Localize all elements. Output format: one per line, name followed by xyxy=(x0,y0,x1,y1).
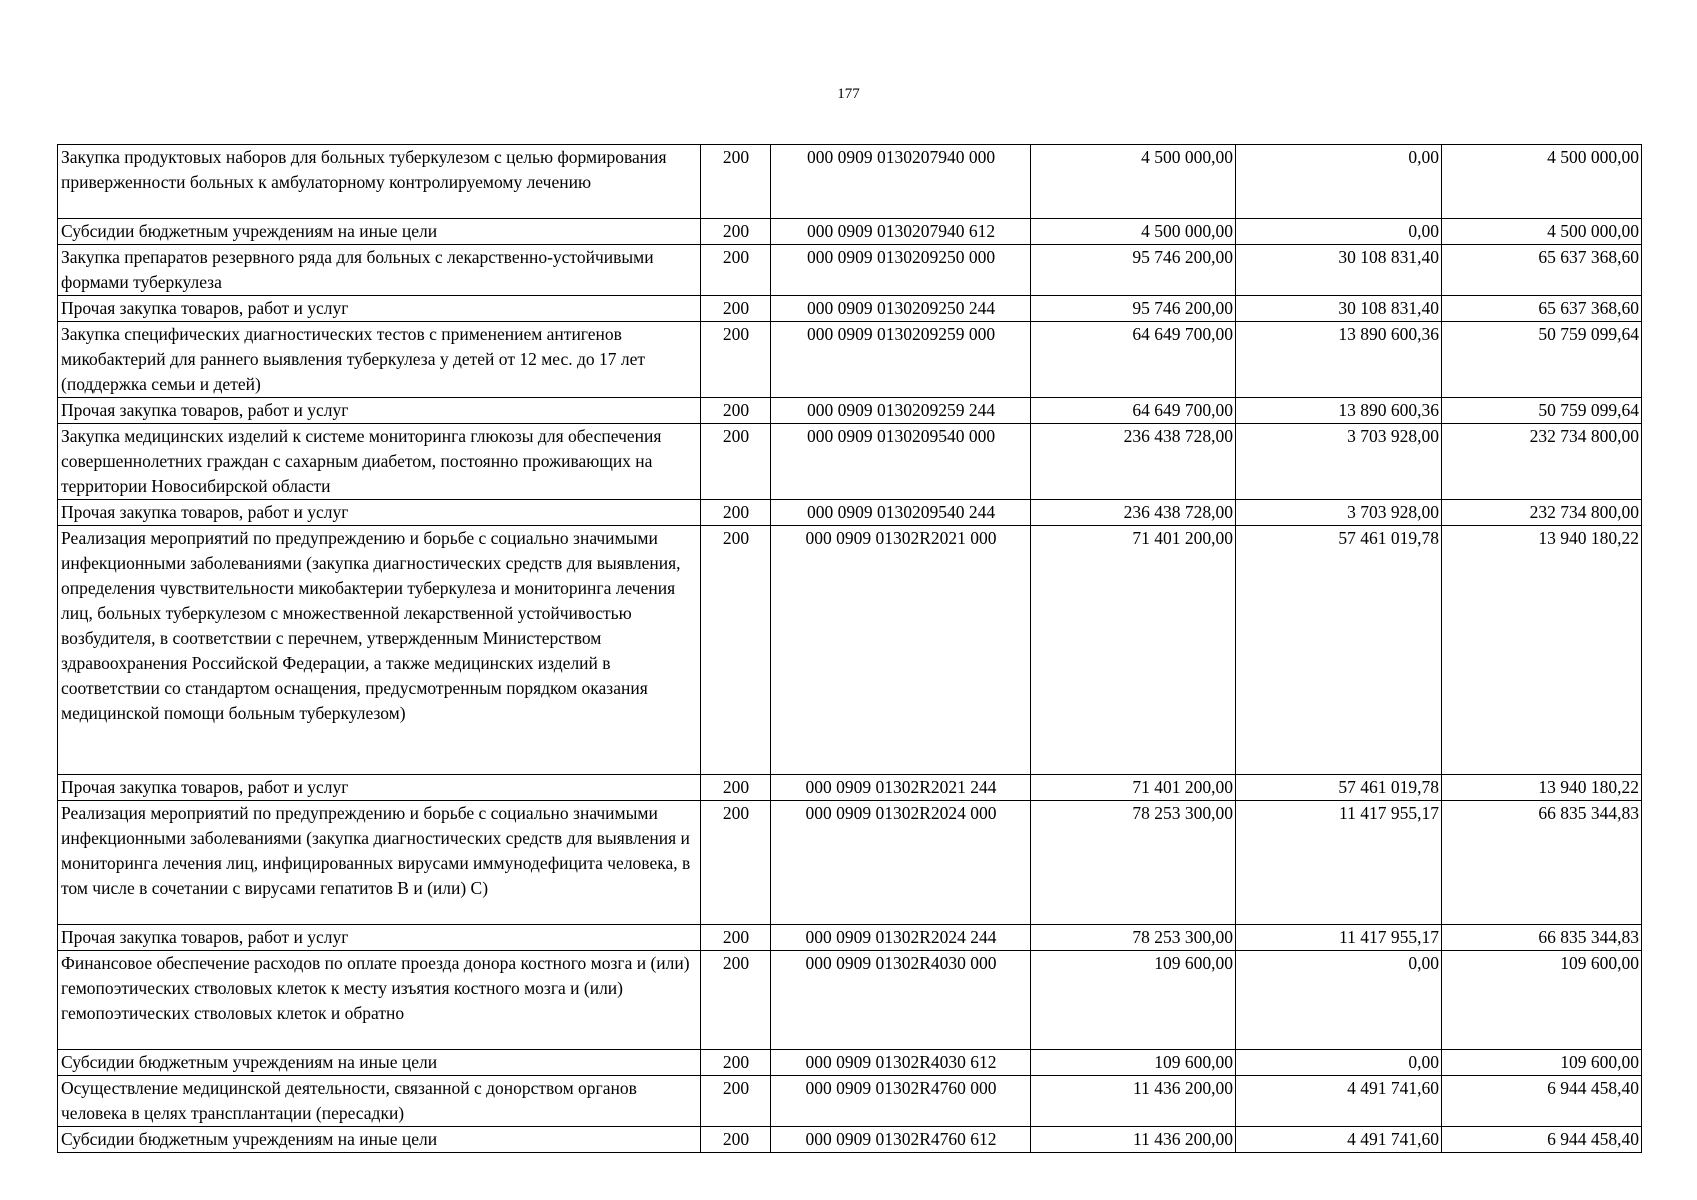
expense-name-cell: Финансовое обеспечение расходов по оплате проезда донора костного мозга и (или) гемопоэтических стволовых клеток к месту изъятия костного мозга и (или) гемопоэтических стволовых клеток и обратно xyxy=(58,951,701,1050)
executed-amount-cell: 30 108 831,40 xyxy=(1236,296,1442,322)
line-code-cell: 200 xyxy=(701,526,771,775)
line-code-cell: 200 xyxy=(701,500,771,526)
expense-name-cell: Прочая закупка товаров, работ и услуг xyxy=(58,296,701,322)
approved-amount-cell: 64 649 700,00 xyxy=(1031,398,1236,424)
executed-amount-cell: 30 108 831,40 xyxy=(1236,245,1442,296)
approved-amount-cell: 71 401 200,00 xyxy=(1031,775,1236,801)
approved-amount-cell: 64 649 700,00 xyxy=(1031,322,1236,398)
budget-classification-code-cell: 000 0909 0130207940 612 xyxy=(771,219,1031,245)
unexecuted-amount-cell: 6 944 458,40 xyxy=(1442,1076,1642,1127)
unexecuted-amount-cell: 66 835 344,83 xyxy=(1442,925,1642,951)
budget-classification-code-cell: 000 0909 0130209250 000 xyxy=(771,245,1031,296)
expense-name-cell: Прочая закупка товаров, работ и услуг xyxy=(58,925,701,951)
budget-classification-code-cell: 000 0909 01302R4760 000 xyxy=(771,1076,1031,1127)
line-code-cell: 200 xyxy=(701,296,771,322)
executed-amount-cell: 3 703 928,00 xyxy=(1236,424,1442,500)
executed-amount-cell: 13 890 600,36 xyxy=(1236,322,1442,398)
unexecuted-amount-cell: 13 940 180,22 xyxy=(1442,526,1642,775)
line-code-cell: 200 xyxy=(701,398,771,424)
table-row xyxy=(58,424,1642,500)
table-row xyxy=(58,1127,1642,1153)
approved-amount-cell: 95 746 200,00 xyxy=(1031,245,1236,296)
budget-classification-code-cell: 000 0909 0130209259 244 xyxy=(771,398,1031,424)
unexecuted-amount-cell: 65 637 368,60 xyxy=(1442,296,1642,322)
executed-amount-cell: 11 417 955,17 xyxy=(1236,925,1442,951)
line-code-cell: 200 xyxy=(701,322,771,398)
expense-name-cell: Субсидии бюджетным учреждениям на иные цели xyxy=(58,1050,701,1076)
approved-amount-cell: 236 438 728,00 xyxy=(1031,500,1236,526)
budget-classification-code-cell: 000 0909 01302R2024 244 xyxy=(771,925,1031,951)
approved-amount-cell: 71 401 200,00 xyxy=(1031,526,1236,775)
approved-amount-cell: 4 500 000,00 xyxy=(1031,219,1236,245)
budget-classification-code-cell: 000 0909 01302R4030 000 xyxy=(771,951,1031,1050)
unexecuted-amount-cell: 109 600,00 xyxy=(1442,1050,1642,1076)
approved-amount-cell: 4 500 000,00 xyxy=(1031,145,1236,219)
executed-amount-cell: 0,00 xyxy=(1236,951,1442,1050)
expense-name-cell: Закупка продуктовых наборов для больных туберкулезом с целью формирования приверженности больных к амбулаторному контролируемому лечению xyxy=(58,145,701,219)
budget-classification-code-cell: 000 0909 01302R4760 612 xyxy=(771,1127,1031,1153)
unexecuted-amount-cell: 4 500 000,00 xyxy=(1442,219,1642,245)
executed-amount-cell: 0,00 xyxy=(1236,219,1442,245)
approved-amount-cell: 11 436 200,00 xyxy=(1031,1127,1236,1153)
expense-name-cell: Прочая закупка товаров, работ и услуг xyxy=(58,398,701,424)
budget-execution-table xyxy=(57,144,1642,1153)
table-row xyxy=(58,500,1642,526)
table-row xyxy=(58,245,1642,296)
table-row xyxy=(58,322,1642,398)
unexecuted-amount-cell: 232 734 800,00 xyxy=(1442,424,1642,500)
table-row xyxy=(58,1050,1642,1076)
line-code-cell: 200 xyxy=(701,925,771,951)
expense-name-cell: Закупка специфических диагностических тестов с применением антигенов микобактерий для раннего выявления туберкулеза у детей от 12 мес. до 17 лет (поддержка семьи и детей) xyxy=(58,322,701,398)
approved-amount-cell: 109 600,00 xyxy=(1031,951,1236,1050)
budget-classification-code-cell: 000 0909 0130209540 000 xyxy=(771,424,1031,500)
expense-name-cell: Закупка медицинских изделий к системе мониторинга глюкозы для обеспечения совершеннолетних граждан с сахарным диабетом, постоянно проживающих на территории Новосибирской области xyxy=(58,424,701,500)
table-row xyxy=(58,219,1642,245)
table-body xyxy=(58,145,1642,1153)
approved-amount-cell: 11 436 200,00 xyxy=(1031,1076,1236,1127)
unexecuted-amount-cell: 65 637 368,60 xyxy=(1442,245,1642,296)
table-row xyxy=(58,1076,1642,1127)
approved-amount-cell: 78 253 300,00 xyxy=(1031,925,1236,951)
budget-classification-code-cell: 000 0909 0130207940 000 xyxy=(771,145,1031,219)
executed-amount-cell: 11 417 955,17 xyxy=(1236,801,1442,925)
line-code-cell: 200 xyxy=(701,424,771,500)
executed-amount-cell: 57 461 019,78 xyxy=(1236,526,1442,775)
unexecuted-amount-cell: 66 835 344,83 xyxy=(1442,801,1642,925)
budget-classification-code-cell: 000 0909 01302R2024 000 xyxy=(771,801,1031,925)
executed-amount-cell: 57 461 019,78 xyxy=(1236,775,1442,801)
unexecuted-amount-cell: 50 759 099,64 xyxy=(1442,322,1642,398)
line-code-cell: 200 xyxy=(701,801,771,925)
line-code-cell: 200 xyxy=(701,245,771,296)
budget-classification-code-cell: 000 0909 0130209540 244 xyxy=(771,500,1031,526)
executed-amount-cell: 0,00 xyxy=(1236,1050,1442,1076)
unexecuted-amount-cell: 4 500 000,00 xyxy=(1442,145,1642,219)
table-row xyxy=(58,925,1642,951)
line-code-cell: 200 xyxy=(701,1050,771,1076)
line-code-cell: 200 xyxy=(701,1076,771,1127)
unexecuted-amount-cell: 232 734 800,00 xyxy=(1442,500,1642,526)
table-row xyxy=(58,951,1642,1050)
table-row xyxy=(58,145,1642,219)
expense-name-cell: Реализация мероприятий по предупреждению и борьбе с социально значимыми инфекционными заболеваниями (закупка диагностических средств для выявления и мониторинга лечения лиц, инфицированных вирусами иммунодефицита человека, в том числе в сочетании с вирусами гепатитов В и (или) С) xyxy=(58,801,701,925)
budget-classification-code-cell: 000 0909 01302R4030 612 xyxy=(771,1050,1031,1076)
executed-amount-cell: 3 703 928,00 xyxy=(1236,500,1442,526)
budget-classification-code-cell: 000 0909 01302R2021 000 xyxy=(771,526,1031,775)
unexecuted-amount-cell: 109 600,00 xyxy=(1442,951,1642,1050)
unexecuted-amount-cell: 6 944 458,40 xyxy=(1442,1127,1642,1153)
table-row xyxy=(58,775,1642,801)
expense-name-cell: Закупка препаратов резервного ряда для больных с лекарственно-устойчивыми формами туберкулеза xyxy=(58,245,701,296)
budget-classification-code-cell: 000 0909 0130209259 000 xyxy=(771,322,1031,398)
expense-name-cell: Субсидии бюджетным учреждениям на иные цели xyxy=(58,1127,701,1153)
page-number: 177 xyxy=(837,86,860,102)
expense-name-cell: Прочая закупка товаров, работ и услуг xyxy=(58,775,701,801)
approved-amount-cell: 95 746 200,00 xyxy=(1031,296,1236,322)
line-code-cell: 200 xyxy=(701,775,771,801)
expense-name-cell: Субсидии бюджетным учреждениям на иные цели xyxy=(58,219,701,245)
expense-name-cell: Реализация мероприятий по предупреждению и борьбе с социально значимыми инфекционными заболеваниями (закупка диагностических средств для выявления, определения чувствительности микобактерии туберкулеза и мониторинга лечения лиц, больных туберкулезом с множественной лекарственной устойчивостью возбудителя, в соответствии с перечнем, утвержденным Министерством здравоохранения Российской Федерации, а также медицинских изделий в соответствии со стандартом оснащения, предусмотренным порядком оказания медицинской помощи больным туберкулезом) xyxy=(58,526,701,775)
line-code-cell: 200 xyxy=(701,951,771,1050)
approved-amount-cell: 109 600,00 xyxy=(1031,1050,1236,1076)
line-code-cell: 200 xyxy=(701,219,771,245)
table-row xyxy=(58,526,1642,775)
table-row xyxy=(58,398,1642,424)
approved-amount-cell: 236 438 728,00 xyxy=(1031,424,1236,500)
approved-amount-cell: 78 253 300,00 xyxy=(1031,801,1236,925)
expense-name-cell: Осуществление медицинской деятельности, связанной с донорством органов человека в целях трансплантации (пересадки) xyxy=(58,1076,701,1127)
line-code-cell: 200 xyxy=(701,1127,771,1153)
executed-amount-cell: 4 491 741,60 xyxy=(1236,1076,1442,1127)
table-row xyxy=(58,801,1642,925)
expense-name-cell: Прочая закупка товаров, работ и услуг xyxy=(58,500,701,526)
executed-amount-cell: 0,00 xyxy=(1236,145,1442,219)
unexecuted-amount-cell: 50 759 099,64 xyxy=(1442,398,1642,424)
line-code-cell: 200 xyxy=(701,145,771,219)
executed-amount-cell: 4 491 741,60 xyxy=(1236,1127,1442,1153)
budget-classification-code-cell: 000 0909 01302R2021 244 xyxy=(771,775,1031,801)
unexecuted-amount-cell: 13 940 180,22 xyxy=(1442,775,1642,801)
executed-amount-cell: 13 890 600,36 xyxy=(1236,398,1442,424)
table-row xyxy=(58,296,1642,322)
budget-classification-code-cell: 000 0909 0130209250 244 xyxy=(771,296,1031,322)
